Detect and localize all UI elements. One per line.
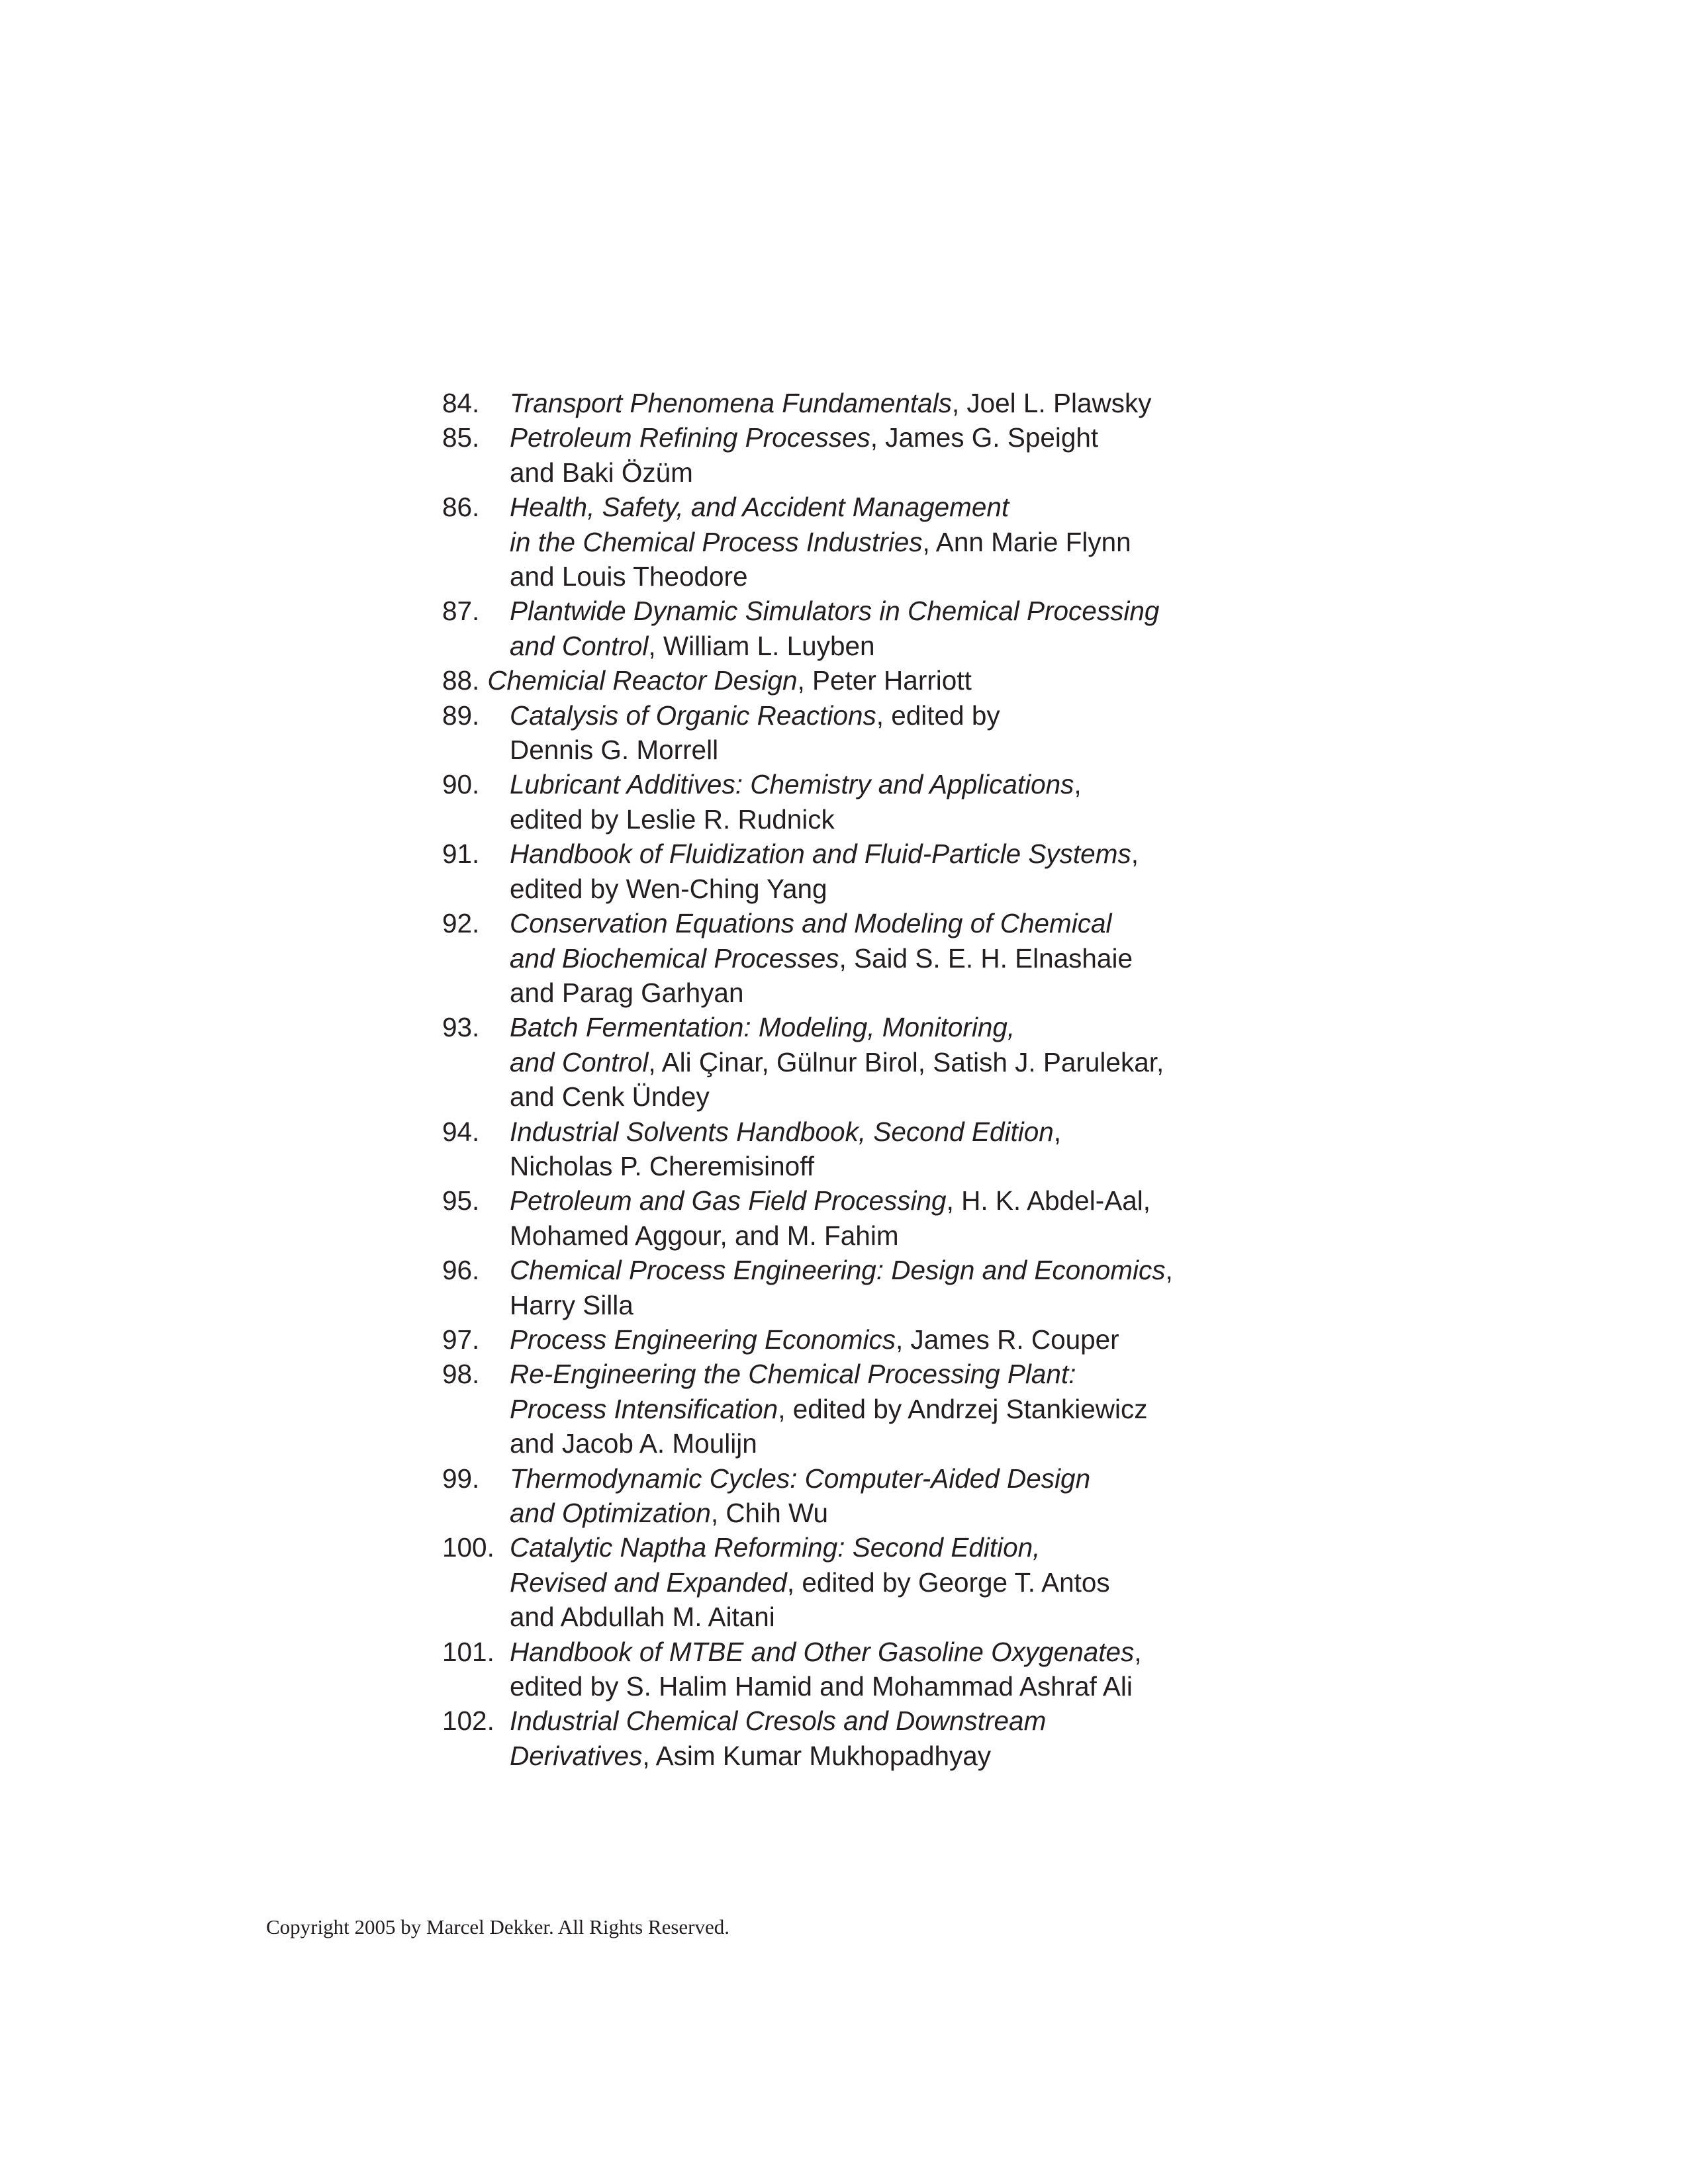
book-title: Plantwide Dynamic Simulators in Chemical Processing and Control	[510, 596, 1160, 661]
list-item	[442, 698, 1316, 768]
book-title: Chemical Process Engineering: Design and Economics	[510, 1255, 1166, 1286]
item-number: 84.	[442, 388, 480, 418]
book-credits: , Ann Marie Flynn and Louis Theodore	[510, 526, 1131, 592]
item-number: 98.	[442, 1359, 480, 1390]
item-number: 86.	[442, 492, 480, 523]
book-credits: , edited by Leslie R. Rudnick	[510, 769, 1082, 835]
item-number: 95.	[442, 1185, 480, 1216]
book-credits: , Harry Silla	[510, 1255, 1173, 1320]
book-credits: , Asim Kumar Mukhopadhyay	[642, 1740, 992, 1771]
book-credits: , Chih Wu	[710, 1498, 828, 1528]
book-title: Handbook of MTBE and Other Gasoline Oxygenates	[510, 1636, 1135, 1667]
book-title: Conservation Equations and Modeling of Chemical and Biochemical Processes	[510, 908, 1112, 974]
book-title: Handbook of Fluidization and Fluid-Particle Systems	[510, 839, 1131, 870]
book-credits: , Joel L. Plawsky	[951, 388, 1152, 418]
book-title: Thermodynamic Cycles: Computer-Aided Design and Optimization	[510, 1463, 1091, 1528]
list-item	[442, 1635, 1316, 1704]
list-item	[442, 420, 1316, 490]
item-number: 92.	[442, 908, 480, 939]
book-credits: , edited by Wen-Ching Yang	[510, 839, 1139, 904]
list-item	[442, 1461, 1316, 1531]
item-number: 94.	[442, 1116, 480, 1147]
list-item	[442, 386, 1316, 420]
list-item	[442, 1322, 1316, 1357]
book-series-list	[442, 386, 1316, 1773]
item-number: 102.	[442, 1706, 494, 1737]
item-number: 100.	[442, 1532, 494, 1563]
item-number: 85.	[442, 422, 480, 453]
book-title: Catalysis of Organic Reactions	[510, 700, 876, 731]
book-title: Chemicial Reactor Design	[487, 665, 798, 696]
list-item	[442, 767, 1316, 837]
book-title: Re-Engineering the Chemical Processing Plant: Process Intensification	[510, 1359, 1076, 1424]
item-number: 101.	[442, 1636, 494, 1667]
item-number: 93.	[442, 1012, 480, 1043]
book-credits: , H. K. Abdel-Aal, Mohamed Aggour, and M. Fahim	[510, 1185, 1150, 1251]
list-item	[442, 1253, 1316, 1322]
book-credits: , Nicholas P. Cheremisinoff	[510, 1116, 1062, 1181]
list-item	[442, 1704, 1316, 1773]
item-number: 91.	[442, 839, 480, 870]
book-title: Transport Phenomena Fundamentals	[510, 388, 952, 418]
item-number: 87.	[442, 596, 480, 627]
list-item	[442, 1010, 1316, 1114]
list-item	[442, 837, 1316, 906]
item-number: 90.	[442, 769, 480, 800]
book-title: Petroleum and Gas Field Processing	[510, 1185, 947, 1216]
book-title: Industrial Solvents Handbook, Second Edition	[510, 1116, 1054, 1147]
book-credits: , edited by Andrzej Stankiewicz and Jacob A. Moulijn	[510, 1393, 1148, 1459]
book-title: Industrial Chemical Cresols and Downstream Derivatives	[510, 1706, 1047, 1771]
book-credits: , William L. Luyben	[648, 630, 875, 661]
item-number: 88.	[442, 665, 480, 696]
book-credits: , Ali Çinar, Gülnur Birol, Satish J. Parulekar, and Cenk Ündey	[510, 1046, 1164, 1113]
book-credits: , James G. Speight and Baki Özüm	[510, 422, 1099, 488]
book-title: Health, Safety, and Accident Management in the Chemical Process Industries	[510, 492, 1009, 557]
item-number: 97.	[442, 1324, 480, 1355]
book-title: Batch Fermentation: Modeling, Monitoring, and Control	[510, 1012, 1015, 1077]
book-title: Lubricant Additives: Chemistry and Applications	[510, 769, 1074, 800]
list-item	[442, 663, 1316, 698]
book-title: Catalytic Naptha Reforming: Second Edition, Revised and Expanded	[510, 1532, 1041, 1598]
book-credits: , James R. Couper	[896, 1324, 1119, 1355]
list-item	[442, 906, 1316, 1010]
book-title: Process Engineering Economics	[510, 1324, 896, 1355]
list-item	[442, 1183, 1316, 1253]
book-credits: , edited by S. Halim Hamid and Mohammad Ashraf Ali	[510, 1636, 1142, 1702]
item-number: 99.	[442, 1463, 480, 1494]
list-item	[442, 490, 1316, 594]
book-credits: , Peter Harriott	[797, 665, 972, 696]
copyright-notice: Copyright 2005 by Marcel Dekker. All Rights Reserved.	[266, 1915, 729, 1938]
book-title: Petroleum Refining Processes	[510, 422, 870, 453]
list-item	[442, 594, 1316, 663]
book-credits: , edited by George T. Antos and Abdullah M. Aitani	[510, 1567, 1110, 1633]
book-credits: , Said S. E. H. Elnashaie and Parag Garhyan	[510, 942, 1133, 1008]
book-credits: , edited by Dennis G. Morrell	[510, 700, 1000, 766]
item-number: 96.	[442, 1255, 480, 1286]
list-item	[442, 1357, 1316, 1461]
item-number: 89.	[442, 700, 480, 731]
list-item	[442, 1530, 1316, 1634]
list-item	[442, 1115, 1316, 1184]
